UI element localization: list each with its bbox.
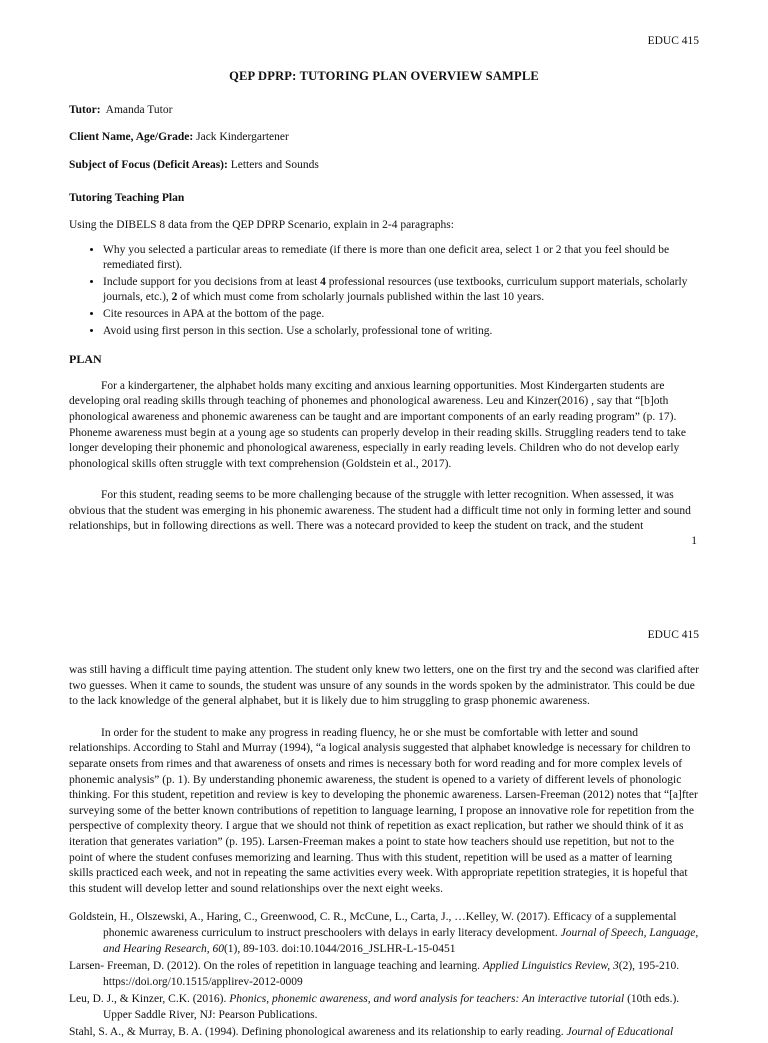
instruction-bold-count: 4 <box>320 275 326 288</box>
plan-paragraph-1: For a kindergartener, the alphabet holds many exciting and anxious learning opportunities. Most Kindergarten students are developing oral reading skills through teaching of phonemes and phonological awareness. Leu and Kinzer(2016) , say that “[b]oth phonological awareness and phonemic awareness can be taught and are important components of an early reading program” (p. 17). Phoneme awareness must begin at a young age so students can properly develop in their reading skills. Struggling readers tend to take longer developing their phonemic and phonological awareness, especially in early reading levels. Children who do not develop early phonological skills often struggle with text comprehension (Goldstein et al., 2017). <box>69 379 687 470</box>
subject-value: Letters and Sounds <box>230 158 319 171</box>
tutor-label: Tutor: <box>69 103 101 116</box>
subject-label: Subject of Focus (Deficit Areas): <box>69 158 228 171</box>
instruction-item <box>103 275 699 306</box>
client-value: Jack Kindergartener <box>196 131 289 144</box>
reference-text: Stahl, S. A., & Murray, B. A. (1994). Defining phonological awareness and its relationship to early reading. <box>69 1026 567 1039</box>
document-page-2 <box>0 618 768 1039</box>
page-header-course: EDUC 415 <box>647 35 699 47</box>
instruction-text: Include support for you decisions from at least <box>103 275 321 288</box>
instruction-item: • Cite resources in APA at the bottom of the page. <box>103 307 699 323</box>
page-1-content <box>69 69 699 535</box>
tutor-field <box>69 103 699 119</box>
page-2-content <box>69 663 699 1043</box>
page-number: 1 <box>691 535 697 547</box>
tutor-value: Amanda Tutor <box>105 103 173 116</box>
reference-entry <box>69 959 699 990</box>
instruction-item: • Why you selected a particular areas to remediate (if there is more than one deficit area, select 1 or 2 that you feel should be remediated first). <box>103 243 699 274</box>
reference-text: (2), 195-210. https://doi.org/10.1515/applirev-2012-0009 <box>103 960 680 988</box>
reference-book-title: Phonics, phonemic awareness, and word analysis for teachers: An interactive tutorial <box>229 993 625 1006</box>
subject-field <box>69 158 699 174</box>
page-gap <box>0 578 768 618</box>
plan-paragraph-2-continued: was still having a difficult time paying attention. The student only knew two letters, one on the first try and the second was clarified after two guesses. When it came to sounds, the student was unsure of any sounds in the words spoken by the administrator. This could be due to the lack knowledge of the general alphabet, but it is likely due to him struggling to grasp phonemic awareness. <box>69 664 699 708</box>
reference-text: Goldstein, H., Olszewski, A., Haring, C., Greenwood, C. R., McCune, L., Carta, J., …Kelley, W. (2017). Efficacy of a supplemental phonemic awareness curriculum to instruct preschoolers with delays in early literacy development. <box>69 911 677 939</box>
reference-journal: Journal of Speech, Language, and Hearing Research, 60 <box>103 926 699 955</box>
client-label: Client Name, Age/Grade: <box>69 131 194 144</box>
instruction-text: of which must come from scholarly journals published within the last 10 years. <box>177 291 545 304</box>
document-title: QEP DPRP: TUTORING PLAN OVERVIEW SAMPLE <box>229 69 539 83</box>
reference-text: (10th eds.). Upper Saddle River, NJ: Pearson Publications. <box>103 993 680 1021</box>
instruction-item: • Avoid using first person in this section. Use a scholarly, professional tone of writing. <box>103 324 699 340</box>
plan-paragraph-2: For this student, reading seems to be more challenging because of the struggle with letter recognition. When assessed, it was obvious that the student was emerging in his phonemic awareness. The student had a difficult time not only in forming letter and sound relationships, but in following directions as well. There was a notecard provided to keep the student on track, and the student <box>69 489 691 533</box>
reference-journal: Applied Linguistics Review, 3 <box>482 960 619 973</box>
reference-entry <box>69 1025 699 1041</box>
client-field <box>69 130 699 146</box>
teaching-plan-intro: Using the DIBELS 8 data from the QEP DPRP Scenario, explain in 2-4 paragraphs: <box>69 218 454 231</box>
reference-text: Leu, D. J., & Kinzer, C.K. (2016). <box>69 993 230 1006</box>
reference-entry <box>69 992 699 1023</box>
references-list <box>69 910 699 1041</box>
reference-text: Larsen- Freeman, D. (2012). On the roles of repetition in language teaching and learning. <box>69 960 483 973</box>
reference-entry <box>69 910 699 957</box>
plan-heading: PLAN <box>69 352 102 367</box>
plan-paragraph-3: In order for the student to make any progress in reading fluency, he or she must be comfortable with letter and sound relationships. According to Stahl and Murray (1994), “a logical analysis suggested that alphabet knowledge is necessary for children to separate onsets from rimes and that awareness of onsets and rimes is necessary both for word reading and for more complex levels of phonemic analysis” (p. 1). By understanding phonemic awareness, the student is opened to a variety of different levels of phonologic thinking. For this student, repetition and review is key to developing the phonemic awareness. Larsen-Freeman (2012) notes that “[a]fter surveying some of the better known contributions of repetition to language learning, I propose an innovative role for repetition from the perspective of complexity theory. I argue that we should not think of repetition as exact replication, but rather we should think of it as iteration that generates variation” (p. 195). Larsen-Freeman makes a point to state how teachers should use repetition, but not to the point of where the student confuses memorizing and learning. Thus with this student, repetition will be used as a matter of learning skills practiced each week, and not in repeating the same activities every week. With appropriate repetition strategies, it is hopeful that this student will develop letter and sound relationships over the next eight weeks. <box>69 726 698 895</box>
reference-text: (1), 89-103. doi:10.1044/2016_JSLHR-L-15-0451 <box>223 942 456 955</box>
reference-journal: Journal of Educational <box>566 1026 674 1039</box>
teaching-plan-heading: Tutoring Teaching Plan <box>69 192 185 205</box>
instruction-bold-count: 2 <box>171 291 178 304</box>
instructions-list <box>69 243 699 340</box>
page-header-course: EDUC 415 <box>647 629 699 641</box>
instruction-text: professional resources (use textbooks, curriculum support materials, scholarly journals, etc.), <box>103 275 688 304</box>
